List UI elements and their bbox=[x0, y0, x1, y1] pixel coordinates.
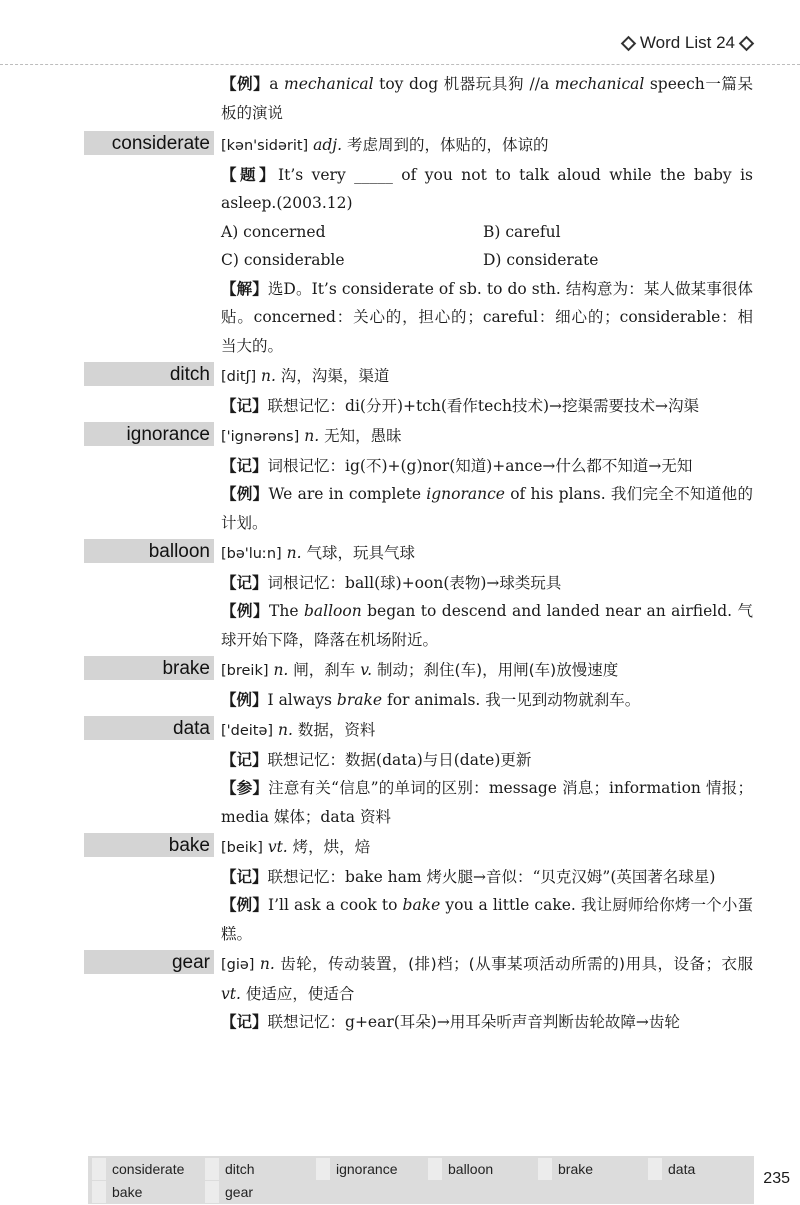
entry-fragment bbox=[0, 70, 800, 127]
headword: gear bbox=[171, 952, 210, 973]
diamond-left-icon bbox=[621, 35, 637, 51]
example-line: 【例】I always brake for animals. 我一见到动物就刹车。 bbox=[221, 690, 641, 709]
entry-balloon bbox=[0, 539, 800, 654]
diamond-right-icon bbox=[739, 35, 755, 51]
headword: bake bbox=[168, 835, 210, 856]
memory-line: 【记】词根记忆：ball(球)+oon(表物)→球类玩具 bbox=[221, 573, 562, 592]
memory-line: 【记】词根记忆：ig(不)+(g)nor(知道)+ance→什么都不知道→无知 bbox=[221, 456, 693, 475]
entry-gear bbox=[0, 950, 800, 1037]
definition-line: [ditʃ] n. 沟，沟渠，渠道 bbox=[221, 367, 390, 385]
entry-ignorance bbox=[0, 422, 800, 537]
headword: balloon bbox=[148, 541, 210, 562]
memory-line: 【记】联想记忆：di(分开)+tch(看作tech技术)→挖渠需要技术→沟渠 bbox=[221, 396, 700, 415]
definition-line: [breik] n. 闸，刹车 v. 制动；刹住(车)，用闸(车)放慢速度 bbox=[221, 661, 619, 679]
headword-bar bbox=[84, 539, 214, 563]
entry-considerate bbox=[0, 131, 800, 360]
definition-line: ['deitə] n. 数据，资料 bbox=[221, 721, 376, 739]
headword-bar bbox=[84, 716, 214, 740]
headword: ignorance bbox=[126, 424, 210, 445]
headword: data bbox=[173, 718, 210, 739]
headword: considerate bbox=[111, 133, 210, 154]
word-index-footer bbox=[88, 1156, 754, 1204]
footer-word: considerate bbox=[92, 1158, 184, 1180]
page-content bbox=[0, 70, 800, 1037]
footer-word: ditch bbox=[205, 1158, 255, 1180]
entry-ditch bbox=[0, 362, 800, 420]
headword-bar bbox=[84, 656, 214, 680]
options bbox=[221, 218, 753, 275]
footer-word: data bbox=[648, 1158, 695, 1180]
reference-line: 【参】注意有关“信息”的单词的区别：message 消息；information 情报；media 媒体；data 资料 bbox=[221, 779, 753, 826]
entry-data bbox=[0, 716, 800, 831]
footer-word: bake bbox=[92, 1181, 142, 1203]
headword: brake bbox=[162, 658, 210, 679]
memory-line: 【记】联想记忆：数据(data)与日(date)更新 bbox=[221, 750, 532, 769]
definition-line: [bə'luːn] n. 气球，玩具气球 bbox=[221, 544, 416, 562]
footer-word: ignorance bbox=[316, 1158, 398, 1180]
word-list-label: Word List 24 bbox=[639, 33, 735, 52]
headword-bar bbox=[84, 131, 214, 155]
footer-word: gear bbox=[205, 1181, 253, 1203]
definition-line: [kən'sidərit] adj. 考虑周到的，体贴的，体谅的 bbox=[221, 136, 549, 154]
option-b: B) careful bbox=[483, 222, 561, 241]
definition-line: [giə] n. 齿轮，传动装置，(排)档；(从事某项活动所需的)用具，设备；衣服 vt. 使适应，使适合 bbox=[221, 955, 753, 1003]
entry-brake bbox=[0, 656, 800, 714]
headword-bar bbox=[84, 362, 214, 386]
option-a: A) concerned bbox=[221, 222, 326, 241]
example-line: 【例】We are in complete ignorance of his plans. 我们完全不知道他的计划。 bbox=[221, 485, 753, 532]
option-d: D) considerate bbox=[483, 251, 599, 269]
page-number: 235 bbox=[763, 1170, 790, 1187]
example-line: 【例】a mechanical toy dog 机器玩具狗 //a mechanical speech一篇呆板的演说 bbox=[221, 75, 753, 122]
headword-bar bbox=[84, 422, 214, 446]
headword-bar bbox=[84, 950, 214, 974]
answer-line: 【解】选D。It’s considerate of sb. to do sth. 结构意为：某人做某事很体贴。concerned：关心的，担心的；careful：细心的；considerable：相当大的。 bbox=[221, 279, 753, 355]
memory-line: 【记】联想记忆：bake ham 烤火腿→音似：“贝克汉姆”(英国著名球星) bbox=[221, 867, 716, 886]
question-line: 【题】It’s very _____ of you not to talk aloud while the baby is asleep.(2003.12) bbox=[221, 165, 753, 212]
headword: ditch bbox=[169, 364, 210, 385]
option-c: C) considerable bbox=[221, 251, 345, 269]
word-list-title bbox=[623, 33, 752, 53]
footer-word: brake bbox=[538, 1158, 593, 1180]
example-line: 【例】The balloon began to descend and landed near an airfield. 气球开始下降，降落在机场附近。 bbox=[221, 602, 753, 649]
definition-line: ['ignərəns] n. 无知，愚昧 bbox=[221, 427, 402, 445]
definition-line: [beik] vt. 烤，烘，焙 bbox=[221, 838, 371, 856]
page-header bbox=[0, 0, 800, 65]
example-line: 【例】I’ll ask a cook to bake you a little cake. 我让厨师给你烤一个小蛋糕。 bbox=[221, 896, 753, 943]
footer-word: balloon bbox=[428, 1158, 493, 1180]
entry-bake bbox=[0, 833, 800, 948]
memory-line: 【记】联想记忆：g+ear(耳朵)→用耳朵听声音判断齿轮故障→齿轮 bbox=[221, 1013, 680, 1031]
headword-bar bbox=[84, 833, 214, 857]
